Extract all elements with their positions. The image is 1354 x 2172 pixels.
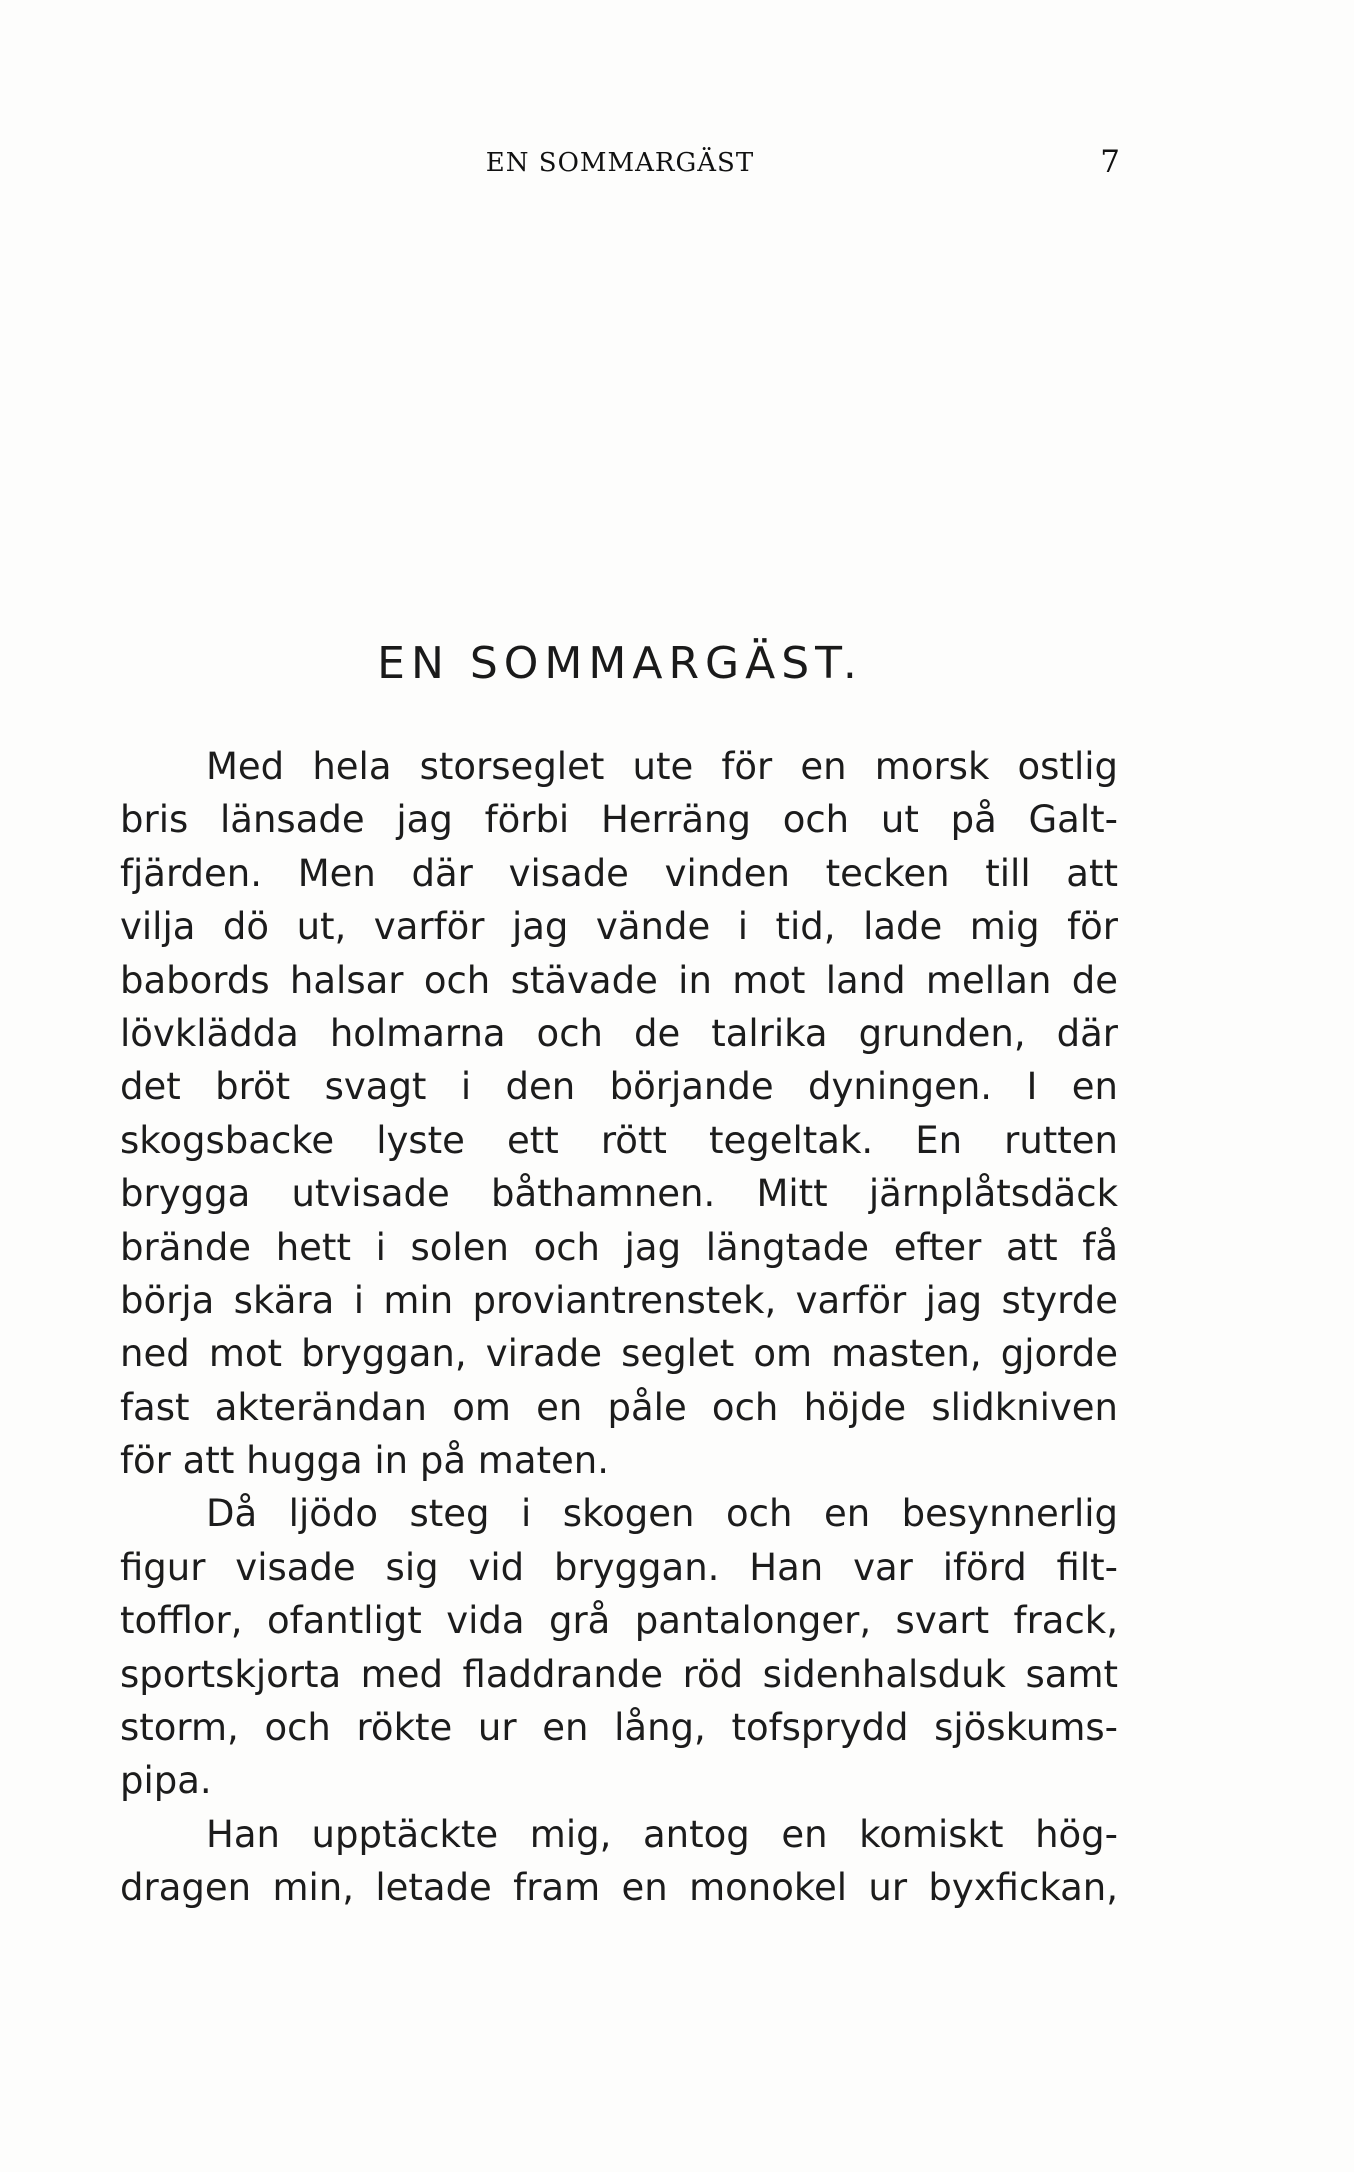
text-line: fjärden. Men där visade vinden tecken till att: [120, 851, 1118, 895]
text-line: babords halsar och stävade in mot land mellan de: [120, 958, 1118, 1002]
text-line: för att hugga in på maten.: [120, 1439, 610, 1483]
text-line: sportskjorta med fladdrande röd sidenhalsduk samt: [120, 1652, 1118, 1696]
text-line: Då ljödo steg i skogen och en besynnerlig: [206, 1492, 1118, 1536]
paragraph-2: [120, 1487, 1118, 1807]
page-number: 7: [1100, 144, 1120, 180]
text-line: tofflor, ofantligt vida grå pantalonger, svart frack,: [120, 1599, 1118, 1643]
paragraph-1: [120, 740, 1118, 1487]
text-line: det bröt svagt i den börjande dyningen. I en: [120, 1065, 1118, 1109]
text-line: Med hela storseglet ute för en morsk ostlig: [206, 745, 1118, 788]
text-line: dragen min, letade fram en monokel ur byxfickan,: [120, 1866, 1118, 1910]
text-line: lövklädda holmarna och de talrika grunden, där: [120, 1011, 1118, 1055]
text-line: skogsbacke lyste ett rött tegeltak. En rutten: [120, 1118, 1118, 1162]
text-line: brände hett i solen och jag längtade efter att få: [120, 1225, 1118, 1269]
text-line: pipa.: [120, 1759, 212, 1803]
body-text: [120, 740, 1118, 1915]
text-line: Han upptäckte mig, antog en komiskt hög-: [206, 1812, 1118, 1856]
text-line: vilja dö ut, varför jag vände i tid, lade mig för: [120, 905, 1118, 949]
text-line: bris länsade jag förbi Herräng och ut på Galt-: [120, 798, 1118, 842]
text-line: storm, och rökte ur en lång, tofsprydd sjöskums-: [120, 1706, 1118, 1750]
text-line: ned mot bryggan, virade seglet om masten, gjorde: [120, 1332, 1118, 1376]
running-head: [120, 144, 1120, 188]
text-line: fast akterändan om en påle och höjde slidkniven: [120, 1385, 1118, 1429]
paragraph-3: [120, 1808, 1118, 1915]
text-line: brygga utvisade båthamnen. Mitt järnplåtsdäck: [120, 1172, 1118, 1216]
text-line: figur visade sig vid bryggan. Han var iförd filt-: [120, 1545, 1118, 1589]
text-line: börja skära i min proviantrenstek, varför jag styrde: [120, 1278, 1118, 1322]
running-title: EN SOMMARGÄST: [485, 148, 755, 178]
chapter-title: EN SOMMARGÄST.: [377, 638, 863, 689]
